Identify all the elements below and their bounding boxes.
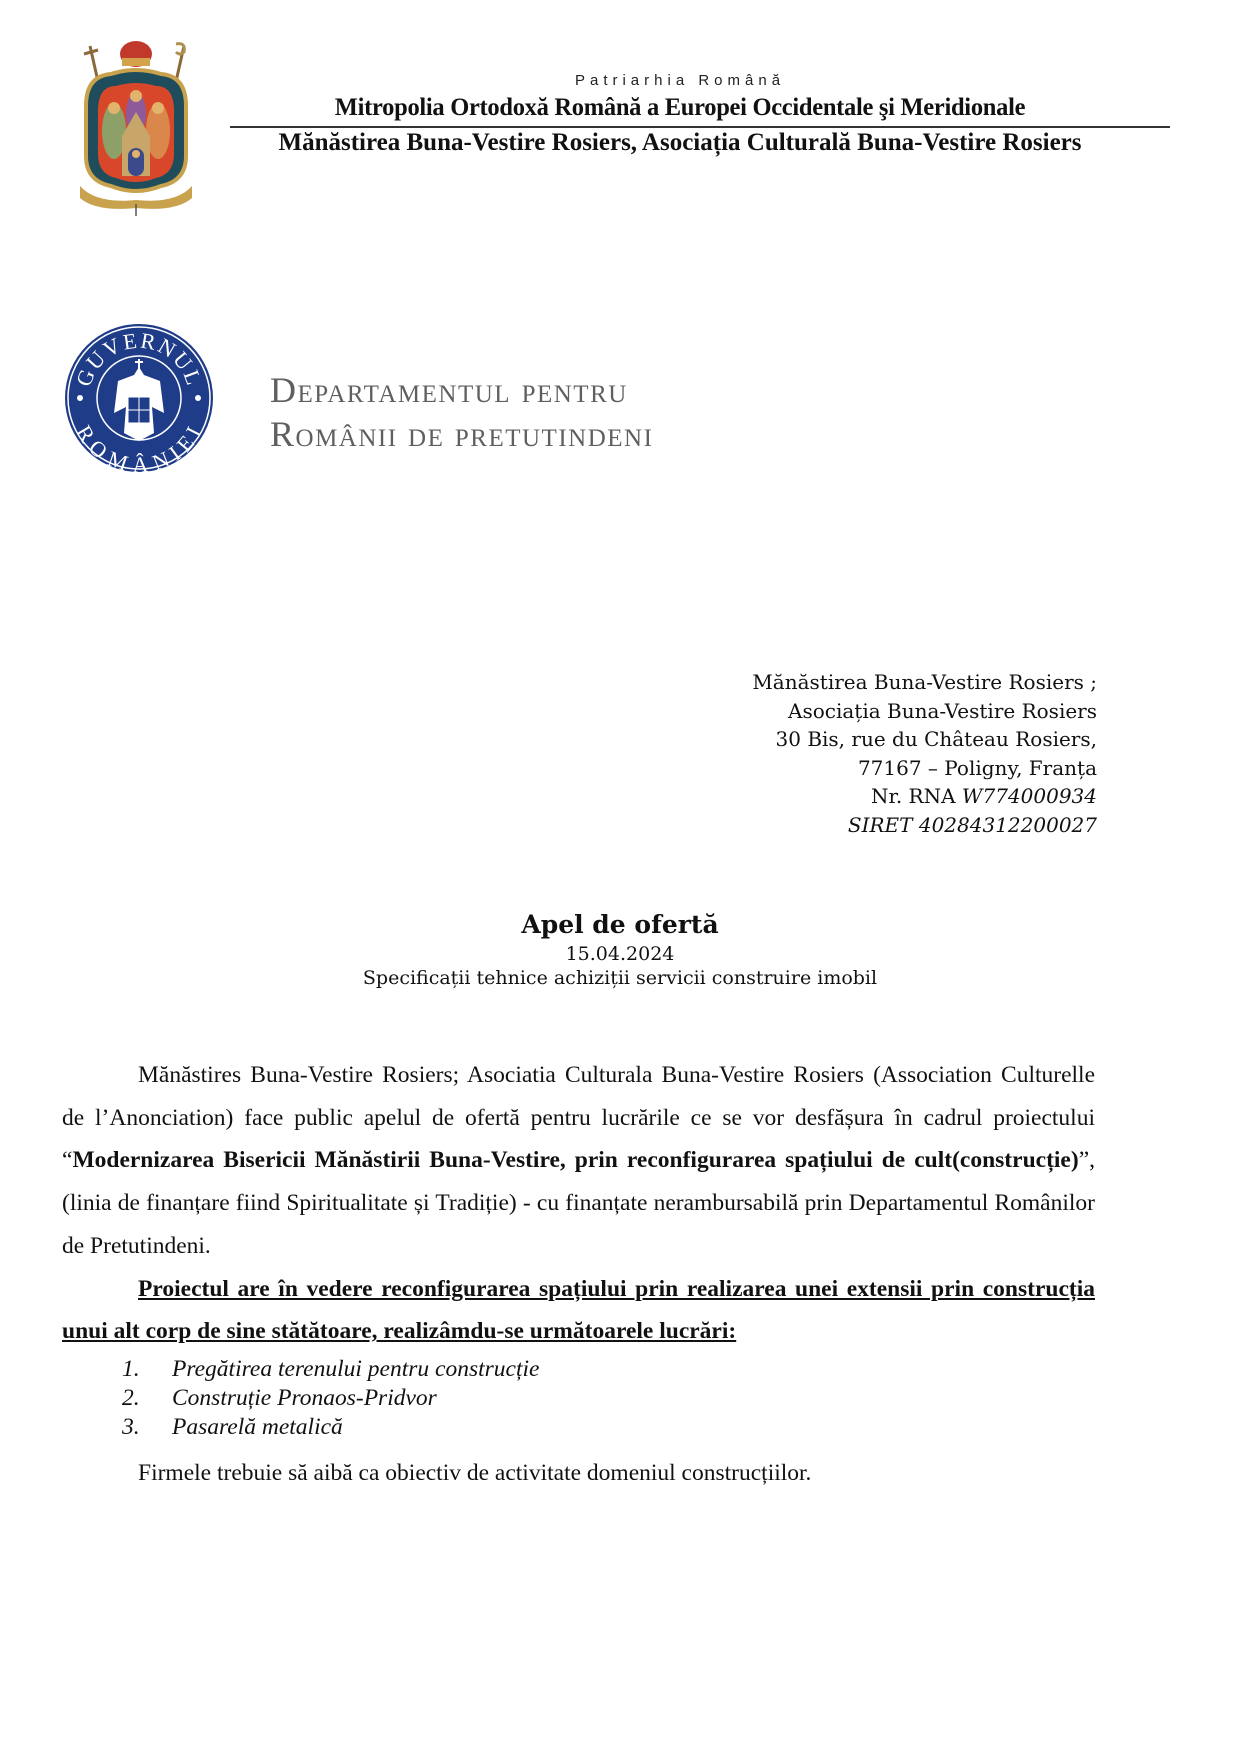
title-block xyxy=(0,908,1240,991)
works-item-text: Pasarelă metalică xyxy=(172,1413,343,1440)
rna-line xyxy=(752,782,1097,811)
works-list xyxy=(62,1355,1095,1442)
seal-text-bottom: ROMÂNIEI xyxy=(71,420,208,473)
rna-label: Nr. RNA xyxy=(870,784,956,808)
seal-text-top: GUVERNUL xyxy=(70,327,208,390)
document-date: 15.04.2024 xyxy=(565,943,675,965)
works-item-number: 3. xyxy=(122,1413,140,1440)
intro-text-start: Mănăstires Buna-Vestire Rosiers; Asociatia Culturala Buna-Vestire Rosiers (Association Culturelle de l’Anonciation) face public apelul de ofertă pentru lucrările ce se vor desfășura în cadrul proiectului “ xyxy=(62,1062,1095,1174)
address-block xyxy=(752,668,1097,839)
works-item-number: 1. xyxy=(122,1355,140,1382)
project-name: Modernizarea Bisericii Mănăstirii Buna-Vestire, prin reconfigurarea spațiului de cult(construcție) xyxy=(72,1147,1079,1174)
works-item-text: Pregătirea terenului pentru construcție xyxy=(172,1355,540,1382)
address-line-4: 77167 – Poligny, Franța xyxy=(857,755,1097,780)
department-title-line-2: Românii de pretutindeni xyxy=(270,414,654,454)
mitropolia-heading: Mitropolia Ortodoxă Română a Europei Occidentale şi Meridionale xyxy=(334,94,1026,121)
patriarhia-heading: Patriarhia Română xyxy=(574,72,786,89)
works-list-item xyxy=(62,1355,1095,1384)
works-list-item xyxy=(62,1413,1095,1442)
department-title xyxy=(270,368,653,456)
project-scope-text: Proiectul are în vedere reconfigurarea spațiului prin realizarea unei extensii prin construcția unui alt corp de sine stătătoare, realizâmdu-se următoarele lucrări: xyxy=(62,1275,1095,1345)
rna-value: W774000934 xyxy=(961,784,1097,808)
address-line-3: 30 Bis, rue du Château Rosiers, xyxy=(775,727,1097,751)
firms-requirement: Firmele trebuie să aibă ca obiectiv de activitate domeniul construcțiilor. xyxy=(138,1459,812,1486)
document-subtitle: Specificații tehnice achiziții servicii construire imobil xyxy=(362,967,878,989)
intro-text-end: ”, (linia de finanțare fiind Spiritualitate și Tradiție) - cu finanțate nerambursabilă prin Departamentul Românilor de Pretutindeni. xyxy=(62,1147,1095,1259)
document-title: Apel de ofertă xyxy=(521,910,719,939)
siret-label: SIRET xyxy=(847,812,913,837)
siret-line xyxy=(752,811,1097,840)
department-title-line-1: Departamentul pentru xyxy=(270,370,628,410)
address-line-2: Asociația Buna-Vestire Rosiers xyxy=(788,698,1097,723)
works-list-item xyxy=(62,1384,1095,1413)
intro-paragraph xyxy=(62,1054,1095,1268)
orthodox-metropolis-crest-icon xyxy=(76,36,196,216)
document-body xyxy=(62,1054,1095,1495)
project-paragraph xyxy=(62,1268,1095,1353)
works-item-number: 2. xyxy=(122,1384,140,1411)
works-item-text: Construție Pronaos-Pridvor xyxy=(172,1384,437,1411)
manastirea-heading: Mănăstirea Buna-Vestire Rosiers, Asociația Culturală Buna-Vestire Rosiers xyxy=(278,129,1082,156)
government-of-romania-seal-icon xyxy=(64,323,214,473)
siret-value: 40284312200027 xyxy=(918,812,1097,837)
address-line-1: Mănăstirea Buna-Vestire Rosiers ; xyxy=(752,670,1097,694)
